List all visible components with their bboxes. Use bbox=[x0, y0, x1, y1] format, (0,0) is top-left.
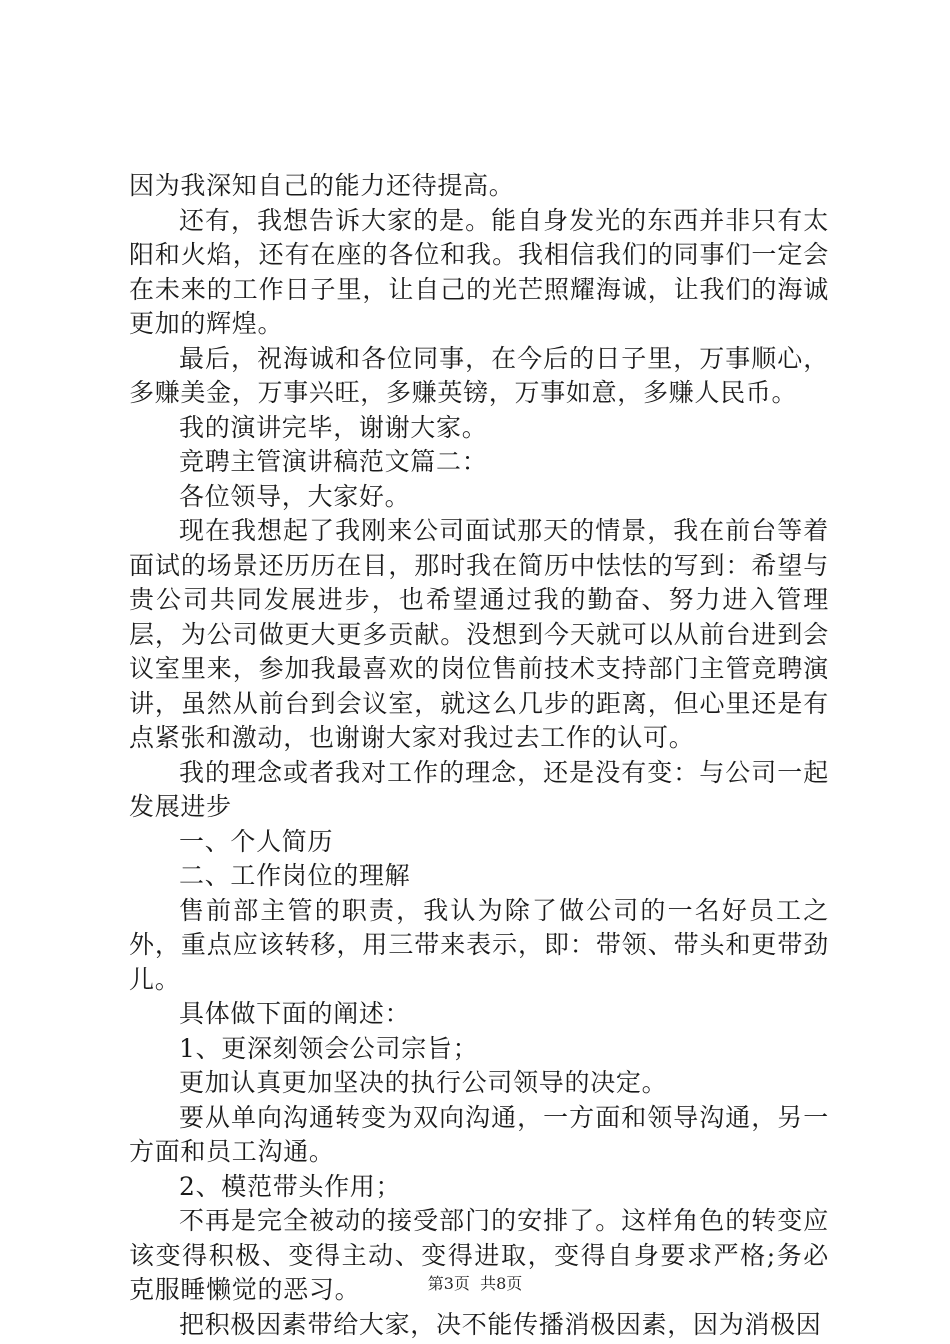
paragraph-truncated: 把积极因素带给大家，决不能传播消极因素，因为消极因 bbox=[179, 1309, 822, 1339]
paragraph: 具体做下面的阐述： bbox=[179, 999, 411, 1028]
paragraph: 更加认真更加坚决的执行公司领导的决定。 bbox=[179, 1068, 668, 1097]
paragraph: 还有，我想告诉大家的是。能自身发光的东西并非只有太阳和火焰，还有在座的各位和我。我相信我们的同事们一定会在未来的工作日子里，让自己的光芒照耀海诚，让我们的海诚更加的辉煌。 bbox=[129, 205, 829, 338]
paragraph-continuation: 因为我深知自己的能力还待提高。 bbox=[129, 171, 515, 200]
section-heading: 竞聘主管演讲稿范文篇二： bbox=[179, 447, 488, 476]
paragraph: 现在我想起了我刚来公司面试那天的情景，我在前台等着面试的场景还历历在目，那时我在简历中怯怯的写到：希望与贵公司共同发展进步，也希望通过我的勤奋、努力进入管理层，为公司做更大更多贡献。没想到今天就可以从前台进到会议室里来，参加我最喜欢的岗位售前技术支持部门主管竞聘演讲，虽然从前台到会议室，就这么几步的距离，但心里还是有点紧张和激动，也谢谢大家对我过去工作的认可。 bbox=[129, 516, 829, 752]
greeting: 各位领导，大家好。 bbox=[179, 481, 411, 511]
paragraph: 最后，祝海诚和各位同事，在今后的日子里，万事顺心，多赚美金，万事兴旺，多赚英镑，万事如意，多赚人民币。 bbox=[129, 343, 829, 407]
list-item: 1、更深刻领会公司宗旨； bbox=[179, 1033, 479, 1063]
paragraph: 不再是完全被动的接受部门的安排了。这样角色的转变应该变得积极、变得主动、变得进取，变得自身要求严格;务必克服睡懒觉的恶习。 bbox=[129, 1206, 829, 1304]
page-number: 第3页 bbox=[427, 1274, 470, 1293]
paragraph: 要从单向沟通转变为双向沟通，一方面和领导沟通，另一方面和员工沟通。 bbox=[129, 1102, 829, 1166]
list-item: 2、模范带头作用； bbox=[179, 1171, 402, 1201]
list-heading: 一、个人简历 bbox=[179, 826, 334, 856]
footer-spacer bbox=[470, 1274, 480, 1293]
page-footer bbox=[0, 1274, 950, 1294]
page-total: 共8页 bbox=[480, 1274, 523, 1293]
document-body bbox=[129, 169, 829, 1342]
paragraph: 我的理念或者我对工作的理念，还是没有变：与公司一起发展进步 bbox=[129, 757, 829, 821]
paragraph: 售前部主管的职责，我认为除了做公司的一名好员工之外，重点应该转移，用三带来表示，即：带领、带头和更带劲儿。 bbox=[129, 895, 829, 994]
paragraph: 我的演讲完毕，谢谢大家。 bbox=[179, 412, 488, 442]
list-heading: 二、工作岗位的理解 bbox=[179, 861, 411, 890]
